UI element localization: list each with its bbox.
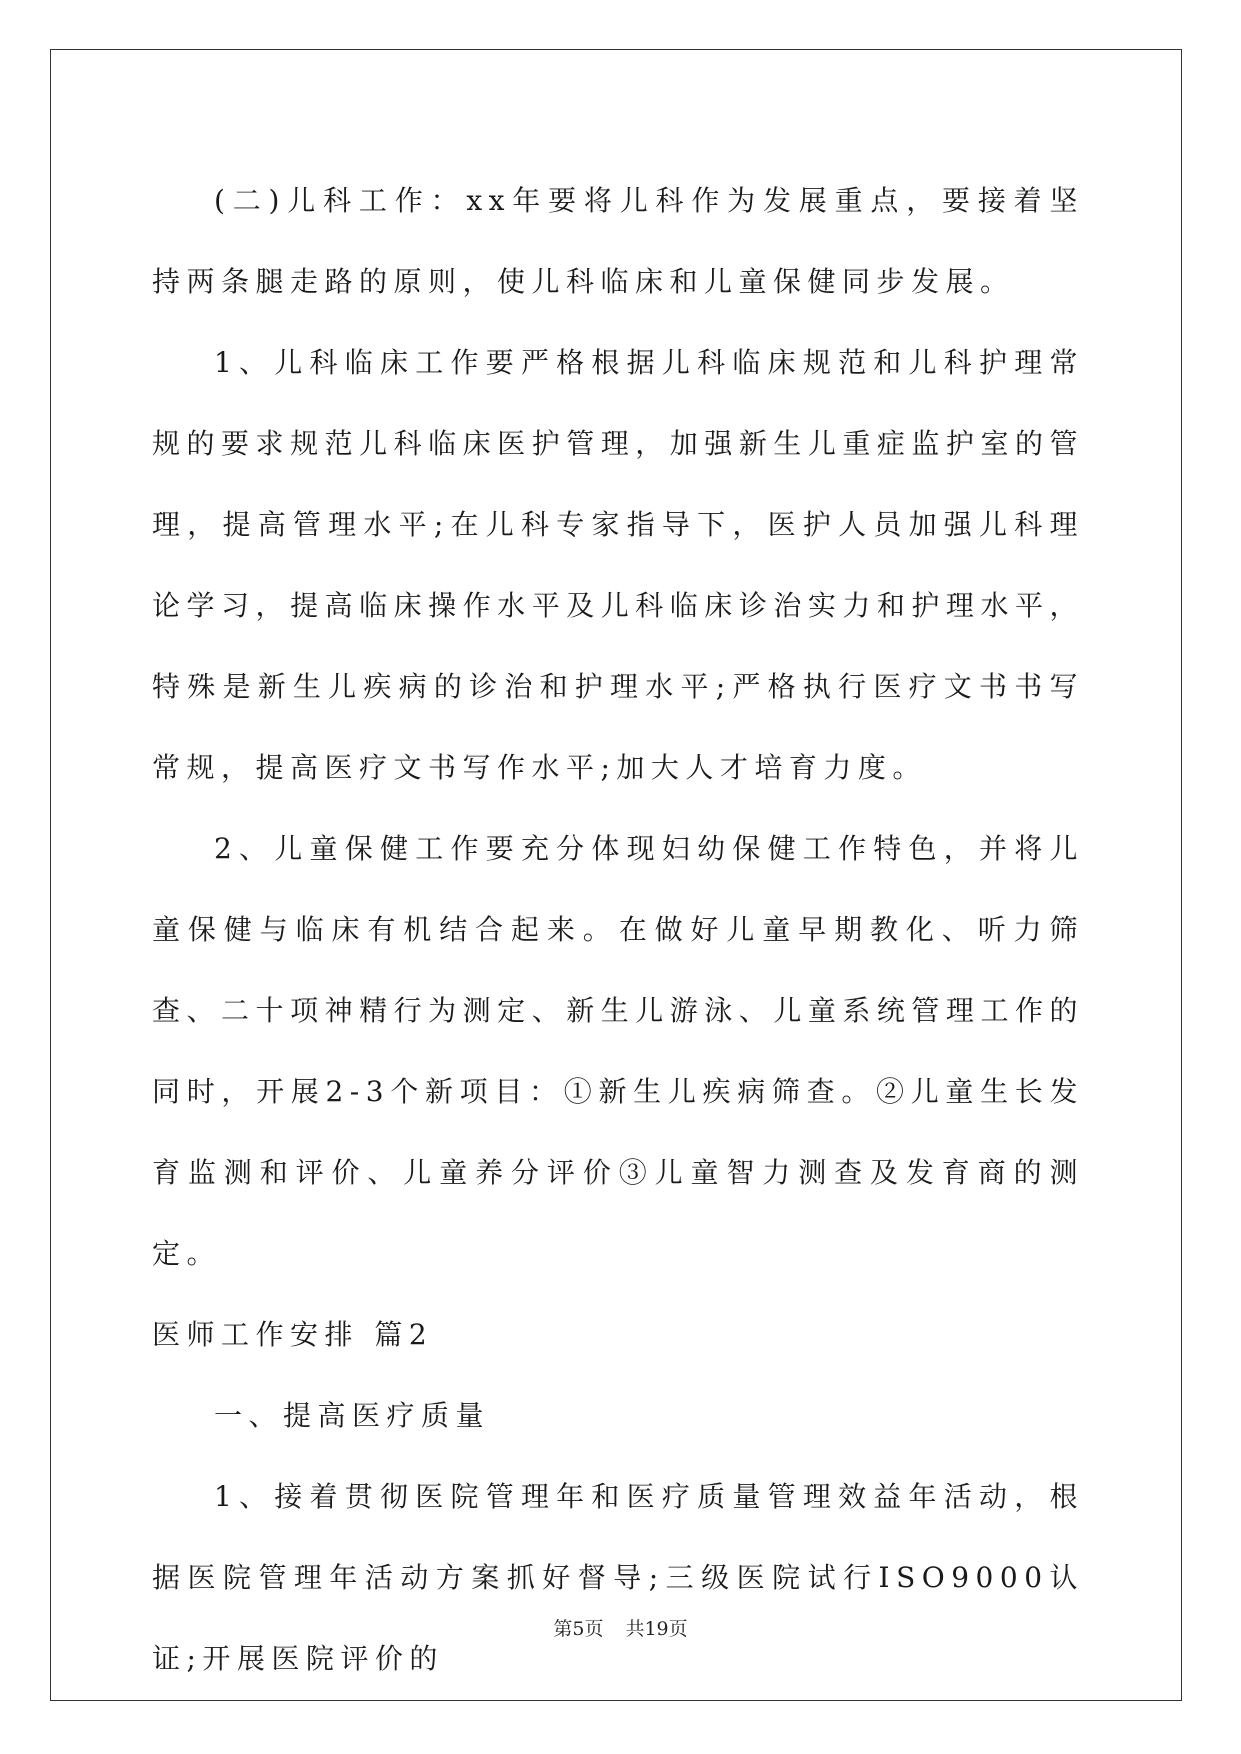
- paragraph-quality: 1、接着贯彻医院管理年和医疗质量管理效益年活动，根据医院管理年活动方案抓好督导;三级医院试行ISO9000认证;开展医院评价的: [152, 1480, 1084, 1675]
- subsection-title: 一、提高医疗质量: [214, 1399, 491, 1432]
- paragraph-child-healthcare: 2、儿童保健工作要充分体现妇幼保健工作特色，并将儿童保健与临床有机结合起来。在做好儿童早期教化、听力筛查、二十项神精行为测定、新生儿游泳、儿童系统管理工作的同时，开展2-3个新项目：①新生儿疾病筛查。②儿童生长发育监测和评价、儿童养分评价③儿童智力测查及发育商的测定。: [152, 832, 1084, 1270]
- paragraph-pediatric-clinical: 1、儿科临床工作要严格根据儿科临床规范和儿科护理常规的要求规范儿科临床医护管理，加强新生儿重症监护室的管理，提高管理水平;在儿科专家指导下，医护人员加强儿科理论学习，提高临床操作水平及儿科临床诊治实力和护理水平，特殊是新生儿疾病的诊治和护理水平;严格执行医疗文书书写常规，提高医疗文书写作水平;加大人才培育力度。: [152, 346, 1084, 784]
- page-total: 共19页: [625, 1618, 688, 1640]
- document-body: [152, 160, 1084, 1699]
- paragraph-pediatrics-intro: (二)儿科工作：xx年要将儿科作为发展重点，要接着坚持两条腿走路的原则，使儿科临床和儿童保健同步发展。: [152, 184, 1084, 298]
- page-footer: [0, 1614, 1241, 1641]
- page-number: 第5页: [553, 1618, 604, 1640]
- section-title: 医师工作安排 篇2: [152, 1318, 434, 1351]
